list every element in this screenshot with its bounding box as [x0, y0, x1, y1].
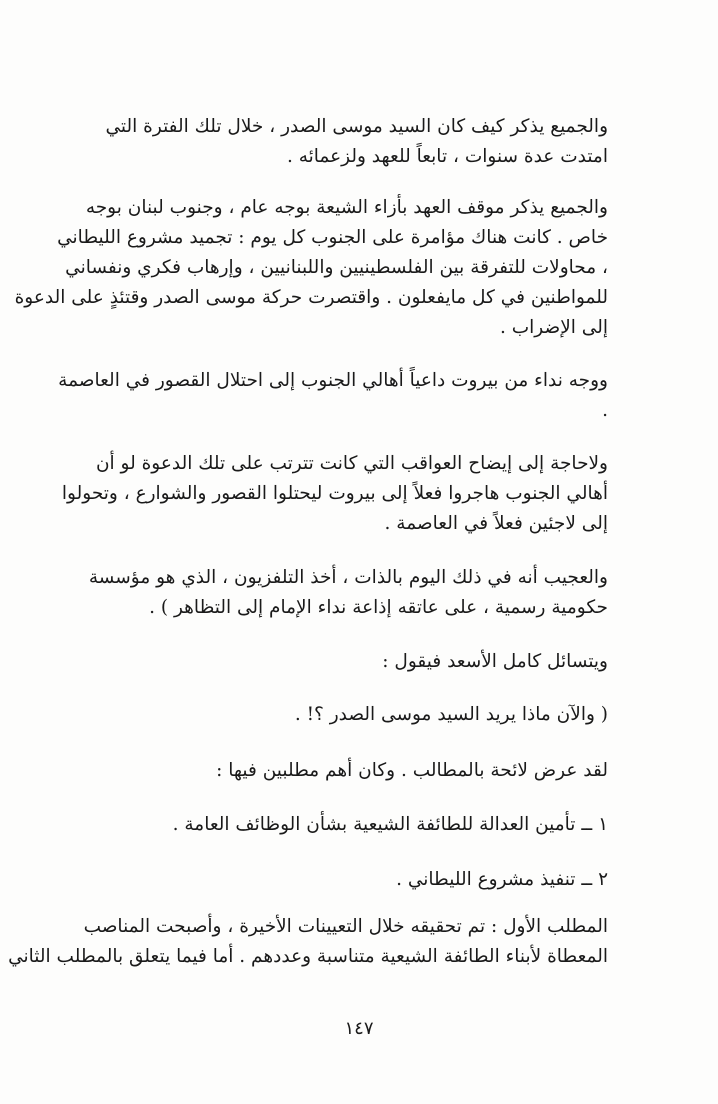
paragraph-9-line-1: ١ ــ تأمين العدالة للطائفة الشيعية بشأن الوظائف العامة .: [172, 814, 608, 835]
paragraph-2-line-4: للمواطنين في كل مايفعلون . واقتصرت حركة موسى الصدر وقتئذٍ على الدعوة: [14, 287, 608, 308]
paragraph-10-line-1: ٢ ــ تنفيذ مشروع الليطاني .: [396, 869, 608, 890]
paragraph-8-line-1: لقد عرض لائحة بالمطالب . وكان أهم مطلبين فيها :: [216, 760, 608, 781]
paragraph-2-line-2: خاص . كانت هناك مؤامرة على الجنوب كل يوم : تجميد مشروع الليطاني: [57, 227, 608, 248]
paragraph-3-line-1: ووجه نداء من بيروت داعياً أهالي الجنوب إلى احتلال القصور في العاصمة: [58, 370, 608, 391]
paragraph-1-line-2: امتدت عدة سنوات ، تابعاً للعهد ولزعمائه .: [286, 146, 608, 167]
paragraph-11-line-2: المعطاة لأبناء الطائفة الشيعية متناسبة وعددهم . أما فيما يتعلق بالمطلب الثاني: [8, 946, 608, 967]
paragraph-7-line-1: ( والآن ماذا يريد السيد موسى الصدر ؟! .: [294, 704, 608, 725]
page-number: ١٤٧: [344, 1018, 374, 1039]
paragraph-2-line-5: إلى الإضراب .: [499, 317, 608, 338]
paragraph-4-line-3: إلى لاجئين فعلاً في العاصمة .: [384, 513, 608, 534]
paragraph-1-line-1: والجميع يذكر كيف كان السيد موسى الصدر ، خلال تلك الفترة التي: [105, 116, 608, 137]
paragraph-4-line-2: أهالي الجنوب هاجروا فعلاً إلى بيروت ليحتلوا القصور والشوارع ، وتحولوا: [61, 483, 608, 504]
paragraph-5-line-1: والعجيب أنه في ذلك اليوم بالذات ، أخذ التلفزيون ، الذي هو مؤسسة: [88, 567, 608, 588]
paragraph-6-line-1: ويتسائل كامل الأسعد فيقول :: [382, 651, 608, 672]
paragraph-4-line-1: ولاحاجة إلى إيضاح العواقب التي كانت تترتب على تلك الدعوة لو أن: [95, 453, 608, 474]
paragraph-5-line-2: حكومية رسمية ، على عاتقه إذاعة نداء الإمام إلى التظاهر ) .: [149, 597, 608, 618]
paragraph-2-line-1: والجميع يذكر موقف العهد بأزاء الشيعة بوجه عام ، وجنوب لبنان بوجه: [85, 197, 608, 218]
paragraph-3-line-2: .: [602, 400, 608, 421]
paragraph-2-line-3: ، محاولات للتفرقة بين الفلسطينيين واللبنانيين ، وإرهاب فكري ونفساني: [65, 257, 608, 278]
paragraph-11-line-1: المطلب الأول : تم تحقيقه خلال التعيينات الأخيرة ، وأصبحت المناصب: [83, 916, 608, 937]
